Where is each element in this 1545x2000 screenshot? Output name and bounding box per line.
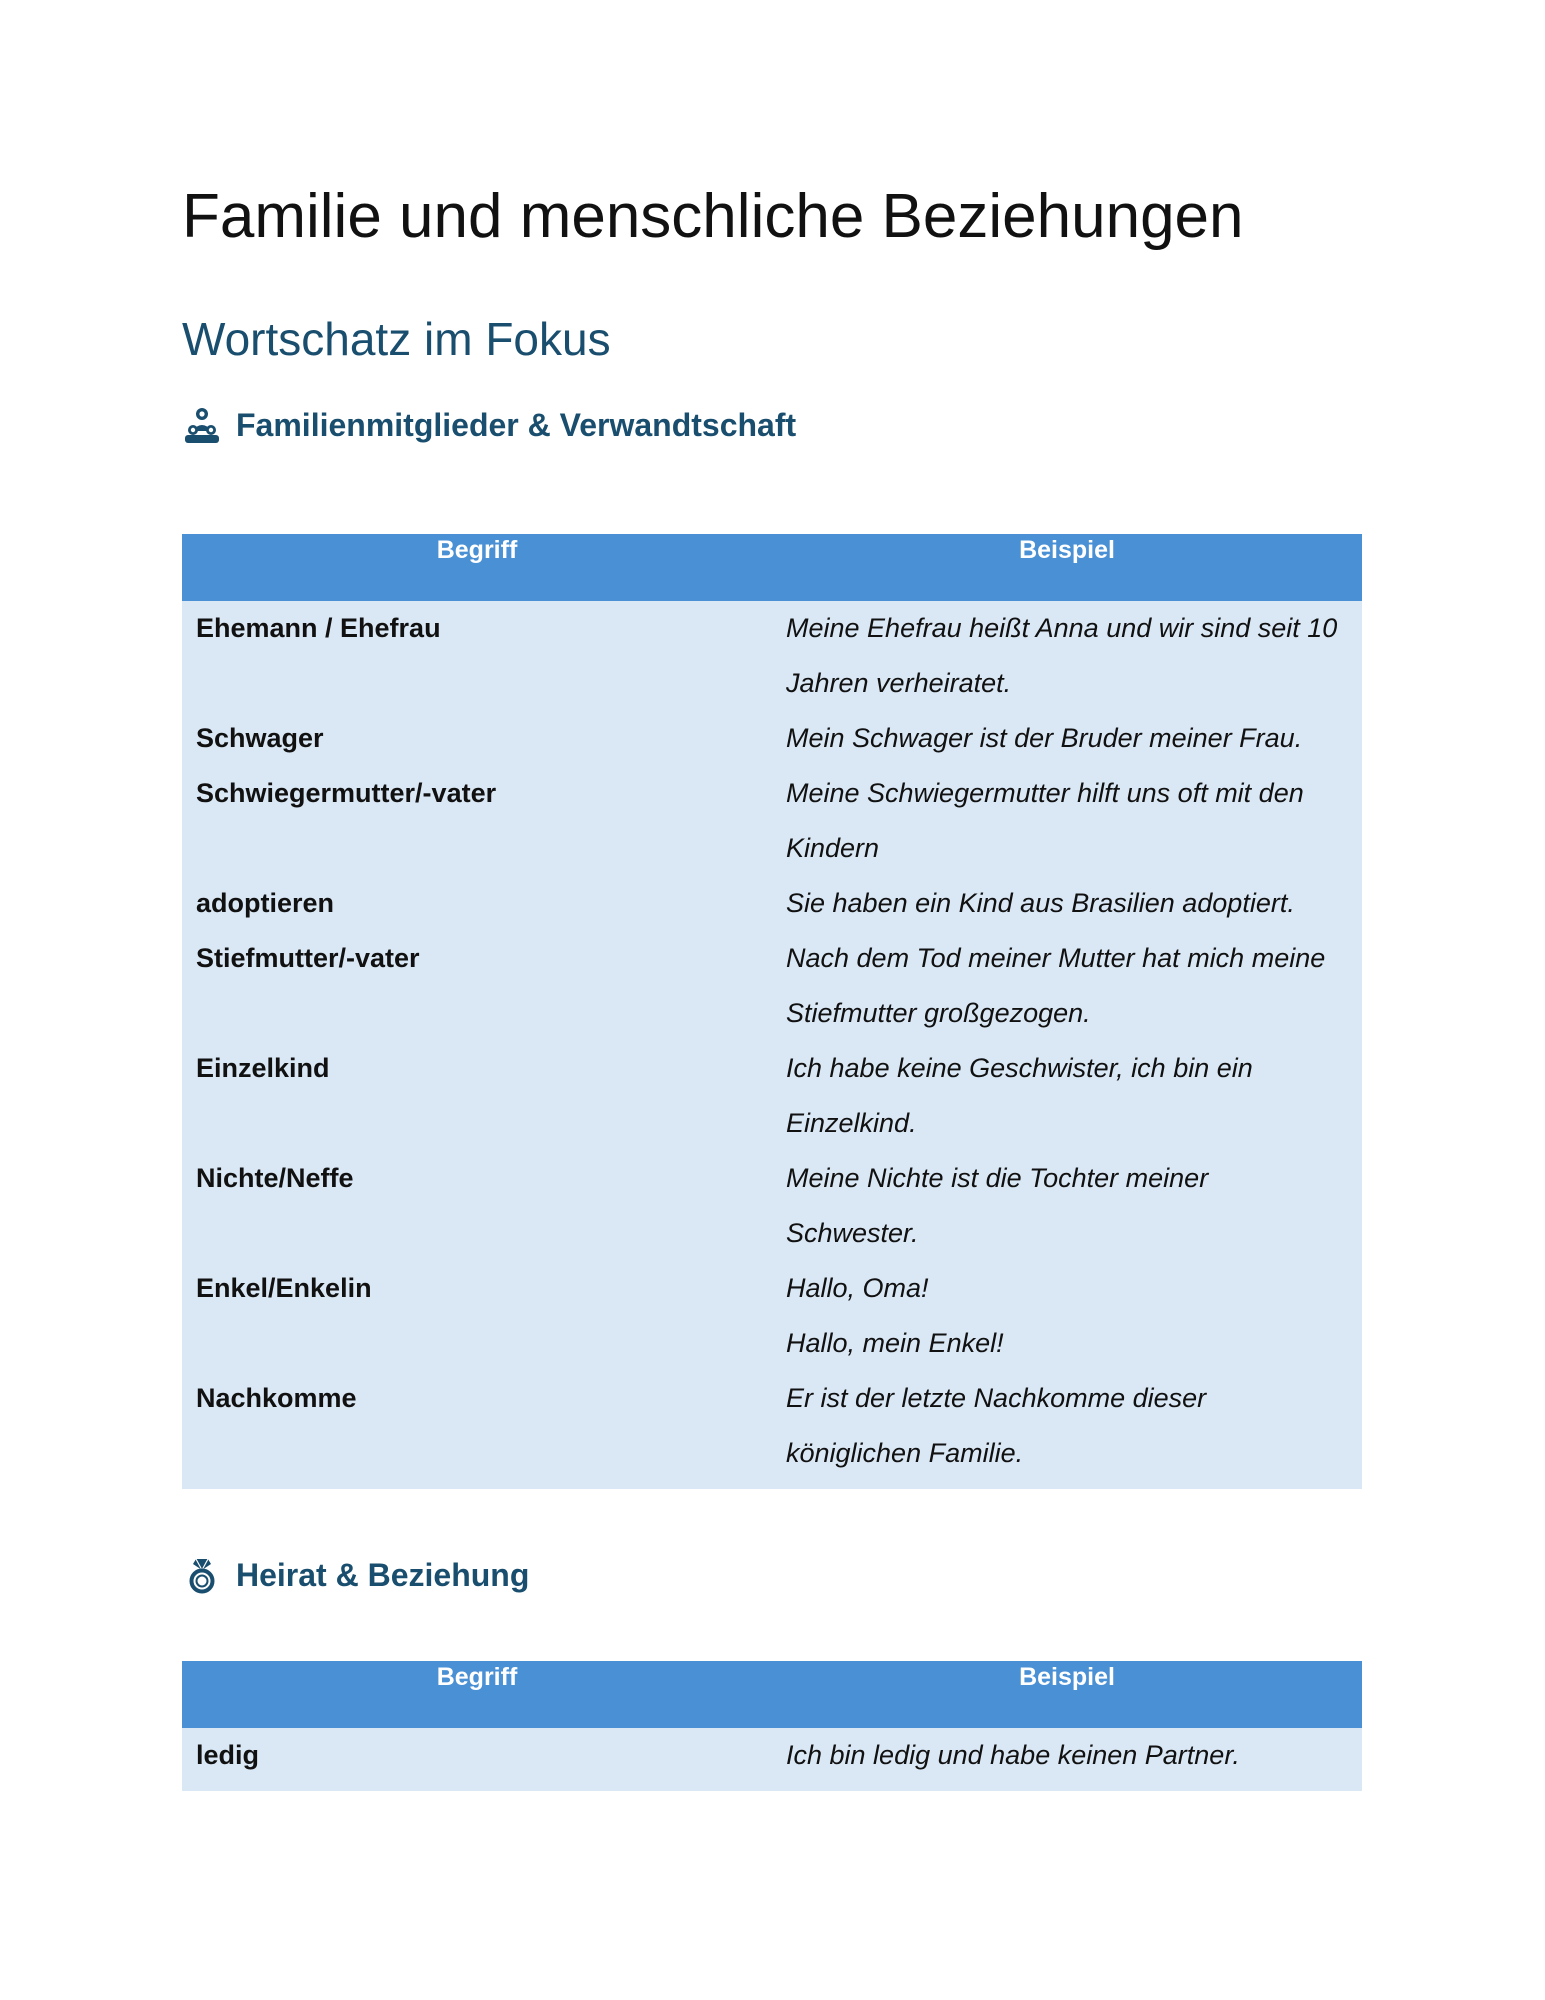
table-row bbox=[182, 876, 1362, 931]
example-cell: Meine Nichte ist die Tochter meiner Schwester. bbox=[772, 1151, 1362, 1261]
term-cell: Nachkomme bbox=[182, 1371, 772, 1489]
table-row bbox=[182, 1728, 1362, 1791]
term-cell: Enkel/Enkelin bbox=[182, 1261, 772, 1371]
column-header-example: Beispiel bbox=[772, 534, 1362, 601]
term-cell: Ehemann / Ehefrau bbox=[182, 601, 772, 711]
example-cell: Er ist der letzte Nachkomme dieser königlichen Familie. bbox=[772, 1371, 1362, 1489]
table-row bbox=[182, 1261, 1362, 1371]
table-row bbox=[182, 931, 1362, 1041]
page-title: Familie und menschliche Beziehungen bbox=[182, 182, 1244, 251]
example-cell: Meine Schwiegermutter hilft uns oft mit den Kindern bbox=[772, 766, 1362, 876]
example-cell: Meine Ehefrau heißt Anna und wir sind seit 10 Jahren verheiratet. bbox=[772, 601, 1362, 711]
example-cell: Sie haben ein Kind aus Brasilien adoptiert. bbox=[772, 876, 1362, 931]
example-cell: Nach dem Tod meiner Mutter hat mich meine Stiefmutter großgezogen. bbox=[772, 931, 1362, 1041]
column-header-term: Begriff bbox=[182, 534, 772, 601]
term-cell: Stiefmutter/-vater bbox=[182, 931, 772, 1041]
column-header-example: Beispiel bbox=[772, 1661, 1362, 1728]
section-heading-label: Heirat & Beziehung bbox=[236, 1556, 530, 1593]
vocabulary-table-family bbox=[182, 534, 1362, 1489]
example-cell: Ich bin ledig und habe keinen Partner. bbox=[772, 1728, 1362, 1791]
vocabulary-table-marriage bbox=[182, 1661, 1362, 1791]
column-header-term: Begriff bbox=[182, 1661, 772, 1728]
family-icon bbox=[182, 405, 222, 445]
table-row bbox=[182, 1151, 1362, 1261]
example-cell bbox=[772, 1261, 1362, 1371]
table-row bbox=[182, 1371, 1362, 1489]
example-cell: Mein Schwager ist der Bruder meiner Frau. bbox=[772, 711, 1362, 766]
term-cell: Einzelkind bbox=[182, 1041, 772, 1151]
table-row bbox=[182, 766, 1362, 876]
section-heading-label: Familienmitglieder & Verwandtschaft bbox=[236, 406, 797, 443]
term-cell: Nichte/Neffe bbox=[182, 1151, 772, 1261]
term-cell: adoptieren bbox=[182, 876, 772, 931]
table-header-row bbox=[182, 534, 1362, 601]
term-cell: Schwager bbox=[182, 711, 772, 766]
page-subtitle: Wortschatz im Fokus bbox=[182, 313, 611, 365]
example-line: Hallo, mein Enkel! bbox=[786, 1328, 1004, 1358]
term-cell: Schwiegermutter/-vater bbox=[182, 766, 772, 876]
ring-icon bbox=[182, 1555, 222, 1595]
table-row bbox=[182, 711, 1362, 766]
example-cell: Ich habe keine Geschwister, ich bin ein Einzelkind. bbox=[772, 1041, 1362, 1151]
table-header-row bbox=[182, 1661, 1362, 1728]
section-heading-marriage bbox=[182, 1555, 529, 1595]
table-row bbox=[182, 1041, 1362, 1151]
term-cell: ledig bbox=[182, 1728, 772, 1791]
section-heading-family bbox=[182, 405, 796, 445]
table-row bbox=[182, 601, 1362, 711]
example-line: Hallo, Oma! bbox=[786, 1273, 929, 1303]
